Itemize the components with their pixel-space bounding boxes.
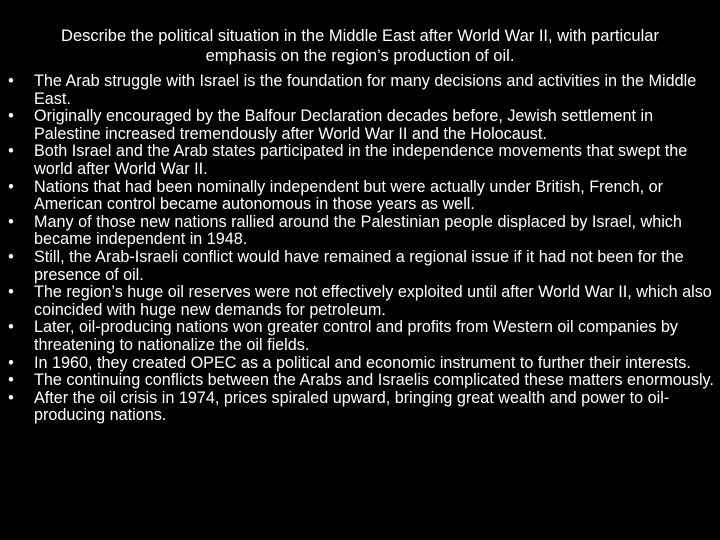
bullet-list xyxy=(0,73,720,425)
bullet-marker: • xyxy=(8,388,14,407)
bullet-text: The continuing conflicts between the Arabs and Israelis complicated these matters enormously. xyxy=(34,371,714,390)
bullet-marker: • xyxy=(8,371,14,390)
bullet-text: Still, the Arab-Israeli conflict would have remained a regional issue if it had not been for the presence of oil. xyxy=(34,247,684,284)
bullet-text: Originally encouraged by the Balfour Declaration decades before, Jewish settlement in Palestine increased tremendously after World War II and the Holocaust. xyxy=(34,107,654,143)
bullet-item xyxy=(0,179,720,214)
bullet-item xyxy=(0,73,720,108)
bullet-text: After the oil crisis in 1974, prices spiraled upward, bringing great wealth and power to oil-producing nations. xyxy=(34,388,670,425)
bullet-item xyxy=(0,108,720,143)
bullet-marker: • xyxy=(8,283,14,302)
bullet-marker: • xyxy=(8,142,14,161)
bullet-text: Nations that had been nominally independent but were actually under British, French, or American control became autonomous in those years as well. xyxy=(34,177,663,214)
bullet-item xyxy=(0,319,720,354)
bullet-text: The region’s huge oil reserves were not effectively exploited until after World War II, which also coincided with huge new demands for petroleum. xyxy=(34,283,712,319)
bullet-text: Both Israel and the Arab states participated in the independence movements that swept the world after World War II. xyxy=(34,142,688,178)
bullet-item xyxy=(0,249,720,284)
bullet-text: Later, oil-producing nations won greater control and profits from Western oil companies by threatening to nationalize the oil fields. xyxy=(34,318,678,354)
bullet-marker: • xyxy=(8,72,14,90)
bullet-item xyxy=(0,284,720,319)
bullet-text: Many of those new nations rallied around the Palestinian people displaced by Israel, which became independent in 1948. xyxy=(34,212,682,249)
bullet-marker: • xyxy=(8,247,14,266)
slide-title: Describe the political situation in the Middle East after World War II, with particular emphasis on the region’s production of oil. xyxy=(61,27,659,65)
bullet-marker: • xyxy=(8,177,14,196)
bullet-item xyxy=(0,390,720,425)
bullet-item xyxy=(0,214,720,249)
bullet-item xyxy=(0,372,720,390)
bullet-marker: • xyxy=(8,107,14,126)
bullet-item xyxy=(0,355,720,373)
bullet-item xyxy=(0,143,720,178)
bullet-text: In 1960, they created OPEC as a political and economic instrument to further their interests. xyxy=(34,353,691,372)
bullet-text: The Arab struggle with Israel is the foundation for many decisions and activities in the Middle East. xyxy=(34,72,697,108)
bullet-marker: • xyxy=(8,212,14,231)
bullet-marker: • xyxy=(8,318,14,337)
bullet-marker: • xyxy=(8,353,14,372)
